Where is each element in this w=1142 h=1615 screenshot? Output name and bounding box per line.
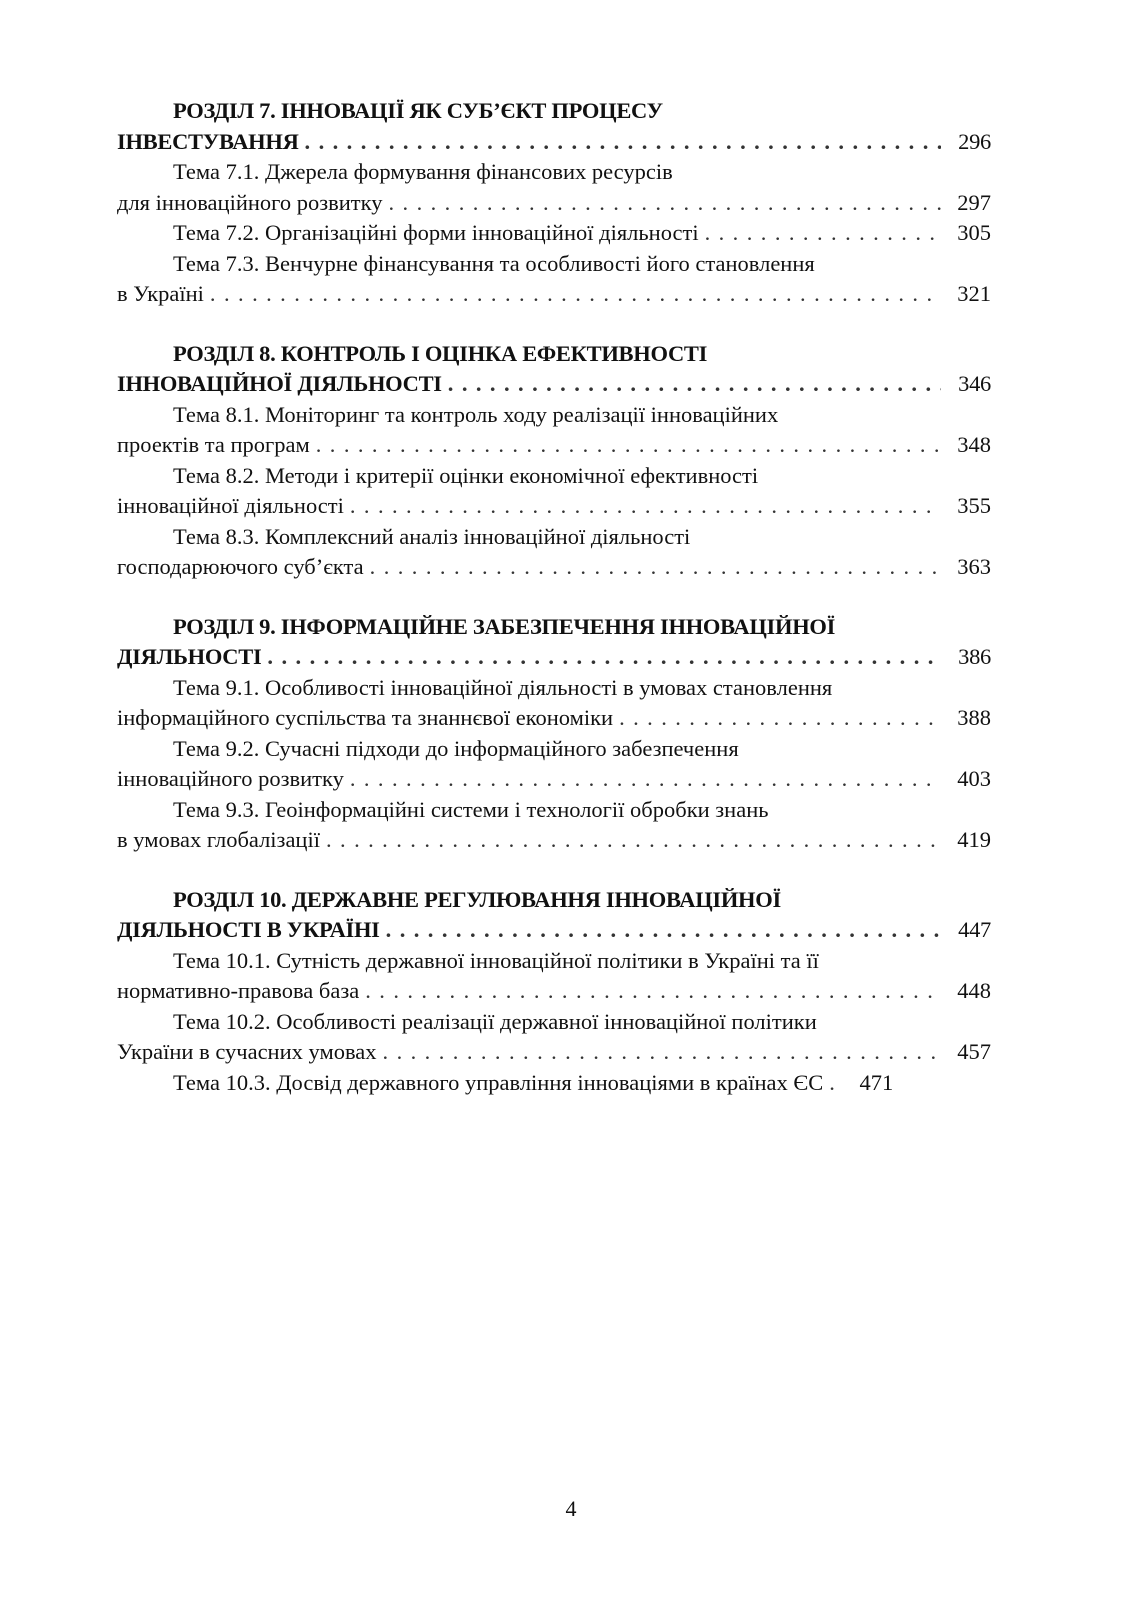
page-number: 419 xyxy=(957,827,991,852)
page-number: 457 xyxy=(957,1039,991,1064)
leader-dots xyxy=(619,703,941,734)
topic-line1: Тема 9.2. Сучасні підходи до інформаційного забезпечення xyxy=(173,735,739,761)
topic-line1: Тема 7.3. Венчурне фінансування та особливості його становлення xyxy=(173,250,815,276)
leader-dots xyxy=(316,430,941,461)
page-number: 296 xyxy=(958,128,991,154)
topic-line2[interactable]: інноваційного розвитку . . . 403 xyxy=(117,764,991,795)
topic-line1: Тема 9.3. Геоінформаційні системи і технології обробки знань xyxy=(173,796,769,822)
leader-dots xyxy=(383,1037,941,1068)
leader-dots xyxy=(210,279,941,310)
page-number: 403 xyxy=(957,766,991,791)
section-title-line2[interactable]: ДІЯЛЬНОСТІ . . . 386 xyxy=(117,642,991,673)
topic-line2[interactable]: господарюючого суб’єкта . . . 363 xyxy=(117,552,991,583)
toc-section-8 xyxy=(117,339,991,583)
leader-dots xyxy=(365,976,941,1007)
topic-line1: Тема 8.2. Методи і критерії оцінки економічної ефективності xyxy=(173,462,759,488)
topic-line2[interactable]: нормативно-правова база . . . 448 xyxy=(117,976,991,1007)
page-number: 447 xyxy=(958,917,991,942)
page-number: 448 xyxy=(957,978,991,1003)
topic-line1: Тема 9.1. Особливості інноваційної діяльності в умовах становлення xyxy=(173,674,833,700)
leader-dots xyxy=(829,1068,843,1099)
page-number: 471 xyxy=(859,1069,894,1095)
toc-section-9 xyxy=(117,612,991,856)
section-title-line2[interactable]: ІННОВАЦІЙНОЇ ДІЯЛЬНОСТІ . . . 346 xyxy=(117,369,991,400)
section-title-line1: РОЗДІЛ 8. КОНТРОЛЬ І ОЦІНКА ЕФЕКТИВНОСТІ xyxy=(173,340,708,366)
topic-line2[interactable]: для інноваційного розвитку . . . 297 xyxy=(117,188,991,219)
section-title-line2[interactable]: ІНВЕСТУВАННЯ . . . 296 xyxy=(117,127,991,158)
leader-dots xyxy=(705,218,941,249)
leader-dots xyxy=(350,491,941,522)
topic-line1[interactable]: Тема 7.2. Організаційні форми інноваційної діяльності . . . 305 xyxy=(117,218,991,249)
topic-line2[interactable]: інноваційної діяльності . . . 355 xyxy=(117,491,991,522)
page-number: 363 xyxy=(957,554,991,579)
topic-line1: Тема 8.3. Комплексний аналіз інноваційної діяльності xyxy=(173,523,691,549)
page-number: 348 xyxy=(957,432,991,457)
topic-line2[interactable]: в умовах глобалізації . . . 419 xyxy=(117,825,991,856)
topic-line2[interactable]: інформаційного суспільства та знаннєвої економіки . . . 388 xyxy=(117,703,991,734)
topic-line2[interactable]: проектів та програм . . . 348 xyxy=(117,430,991,461)
topic-line1: Тема 10.2. Особливості реалізації державної інноваційної політики xyxy=(173,1008,817,1034)
leader-dots xyxy=(370,552,941,583)
leader-dots xyxy=(386,915,941,946)
section-title-line2[interactable]: ДІЯЛЬНОСТІ В УКРАЇНІ . . . 447 xyxy=(117,915,991,946)
leader-dots xyxy=(448,369,941,400)
topic-line2[interactable]: в Україні . . . 321 xyxy=(117,279,991,310)
topic-line1: Тема 7.1. Джерела формування фінансових ресурсів xyxy=(173,159,673,184)
page-number: 388 xyxy=(957,705,991,730)
leader-dots xyxy=(350,764,941,795)
section-title-line1: РОЗДІЛ 10. ДЕРЖАВНЕ РЕГУЛЮВАННЯ ІННОВАЦІЙНОЇ xyxy=(173,886,781,912)
page-number: 346 xyxy=(958,371,991,396)
leader-dots xyxy=(267,642,941,673)
topic-line2[interactable]: України в сучасних умовах . . . 457 xyxy=(117,1037,991,1068)
page-number: 321 xyxy=(957,281,991,306)
table-of-contents xyxy=(117,96,991,1127)
page-footer-number: 4 xyxy=(565,1496,577,1521)
page-number: 297 xyxy=(957,189,991,215)
page-number: 386 xyxy=(958,644,991,669)
topic-line1: Тема 10.1. Сутність державної інноваційної політики в Україні та її xyxy=(173,947,819,973)
toc-section-7 xyxy=(117,96,991,310)
section-title-line1: РОЗДІЛ 7. ІННОВАЦІЇ ЯК СУБ’ЄКТ ПРОЦЕСУ xyxy=(173,98,663,123)
topic-line1[interactable]: Тема 10.3. Досвід державного управління інноваціями в країнах ЄС . . . 471 xyxy=(117,1068,991,1099)
toc-section-10 xyxy=(117,885,991,1099)
leader-dots xyxy=(388,188,941,219)
leader-dots xyxy=(326,825,941,856)
topic-line1: Тема 8.1. Моніторинг та контроль ходу реалізації інноваційних xyxy=(173,401,779,427)
page-number: 305 xyxy=(957,220,991,245)
leader-dots xyxy=(305,127,941,158)
section-title-line1: РОЗДІЛ 9. ІНФОРМАЦІЙНЕ ЗАБЕЗПЕЧЕННЯ ІННОВАЦІЙНОЇ xyxy=(173,613,836,639)
page-number: 355 xyxy=(957,493,991,518)
